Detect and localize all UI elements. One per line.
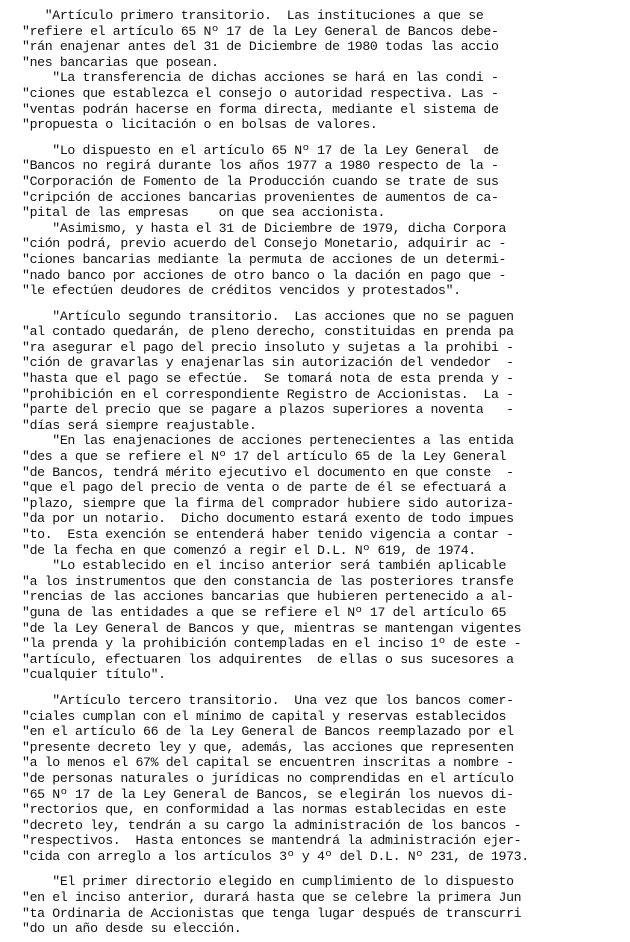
- text-line: "en el artículo 66 de la Ley General de Bancos reemplazado por el: [22, 724, 514, 740]
- text-line: "refiere el artículo 65 Nº 17 de la Ley General de Bancos debe-: [22, 23, 499, 39]
- text-line: "ción podrá, previo acuerdo del Consejo Monetario, adquirir ac -: [22, 236, 507, 252]
- text-line: "le efectúen deudores de créditos vencidos y protestados".: [22, 283, 461, 299]
- text-line: "Corporación de Fomento de la Producción cuando se trate de sus: [22, 173, 499, 189]
- text-line: "plazo, siempre que la firma del comprador hubiere sido autoriza-: [22, 495, 514, 511]
- text-line: "ciones que establezca el consejo o autoridad respectiva. Las -: [22, 85, 499, 101]
- text-line: "to. Esta exención se entenderá haber tenido vigencia a contar -: [22, 527, 514, 542]
- text-line: "días será siempre reajustable.: [22, 417, 257, 433]
- text-line: "cripción de acciones bancarias provenientes de aumentos de ca-: [22, 189, 499, 205]
- text-line: "presente decreto ley y que, además, las acciones que representen: [22, 739, 514, 755]
- paragraph: [22, 433, 622, 558]
- text-line: "de la fecha en que comenzó a regir el D.L. Nº 619, de 1974.: [22, 542, 476, 558]
- text-line: "do un año desde su elección.: [22, 921, 242, 937]
- text-line: "a lo menos el 67% del capital se encuentren inscritas a nombre -: [22, 755, 514, 771]
- paragraph-gap: [22, 683, 622, 693]
- text-line: "guna de las entidades a que se refiere el Nº 17 del artículo 65: [22, 604, 507, 620]
- text-line: "cualquier título".: [22, 667, 166, 683]
- paragraph: [22, 221, 622, 299]
- paragraph-gap: [22, 864, 622, 874]
- text-line: "propuesta o licitación o en bolsas de valores.: [22, 117, 378, 133]
- paragraph: [22, 693, 622, 865]
- text-line: "respectivos. Hasta entonces se mantendrá la administración ejer-: [22, 833, 522, 849]
- text-line: "Bancos no regirá durante los años 1977 a 1980 respecto de la -: [22, 158, 499, 174]
- paragraph: [22, 143, 622, 221]
- text-line: "En las enajenaciones de acciones pertenecientes a las entida: [22, 433, 514, 449]
- paragraph: [22, 558, 622, 683]
- text-line: "ventas podrán hacerse en forma directa, mediante el sistema de: [22, 101, 499, 117]
- text-line: "ta Ordinaria de Accionistas que tenga lugar después de transcurri: [22, 905, 522, 921]
- text-line: "decreto ley, tendrán a su cargo la administración de los bancos -: [22, 817, 522, 833]
- text-line: "ra asegurar el pago del precio insoluto y sujetas a la prohibi -: [22, 339, 514, 355]
- text-line: "Artículo primero transitorio. Las instituciones a que se: [22, 8, 484, 23]
- text-line: "Lo establecido en el inciso anterior será también aplicable: [22, 558, 507, 574]
- text-line: "hasta que el pago se efectúe. Se tomará nota de esta prenda y -: [22, 371, 514, 387]
- text-line: "El primer directorio elegido en cumplimiento de lo dispuesto: [22, 874, 514, 890]
- text-line: "Lo dispuesto en el artículo 65 Nº 17 de la Ley General de: [22, 142, 499, 158]
- paragraph: [22, 70, 622, 132]
- text-line: "Artículo segundo transitorio. Las acciones que no se paguen: [22, 308, 514, 324]
- text-line: "a los instrumentos que den constancia de las posteriores transfe: [22, 573, 514, 589]
- text-line: "artículo, efectuaren los adquirentes de ellas o sus sucesores a: [22, 651, 514, 667]
- text-line: "cida con arreglo a los artículos 3º y 4º del D.L. Nº 231, de 1973.: [22, 848, 529, 864]
- document-body: [22, 8, 622, 937]
- text-line: "da por un notario. Dicho documento estará exento de todo impues: [22, 511, 514, 527]
- text-line: "de la Ley General de Bancos y que, mientras se mantengan vigentes: [22, 620, 522, 636]
- text-line: "rectorios que, en conformidad a las normas establecidas en este: [22, 802, 507, 818]
- text-line: "rán enajenar antes del 31 de Diciembre de 1980 todas las accio: [22, 39, 499, 55]
- paragraph-gap: [22, 133, 622, 143]
- text-line: "de personas naturales o jurídicas no comprendidas en el artículo: [22, 770, 514, 786]
- text-line: "nado banco por acciones de otro banco o la dación en pago que -: [22, 267, 507, 283]
- text-line: "rencias de las acciones bancarias que hubieren pertenecido a al-: [22, 589, 514, 605]
- text-line: "ciales cumplan con el mínimo de capital y reservas establecidos: [22, 708, 507, 724]
- text-line: "Asimismo, y hasta el 31 de Diciembre de 1979, dicha Corpora: [22, 220, 507, 236]
- text-line: "prohibición en el correspondiente Registro de Accionistas. La -: [22, 386, 514, 402]
- text-line: "al contado quedarán, de pleno derecho, constituidas en prenda pa: [22, 324, 514, 340]
- paragraph: [22, 874, 622, 936]
- text-line: "des a que se refiere el Nº 17 del artículo 65 de la Ley General: [22, 449, 507, 465]
- text-line: "pital de las empresas on que sea accionista.: [22, 205, 386, 221]
- paragraph-gap: [22, 299, 622, 309]
- paragraph: [22, 8, 622, 70]
- text-line: "65 Nº 17 de la Ley General de Bancos, se elegirán los nuevos di-: [22, 786, 514, 802]
- text-line: "en el inciso anterior, durará hasta que se celebre la primera Jun: [22, 890, 522, 906]
- text-line: "nes bancarias que posean.: [22, 54, 219, 70]
- text-line: "La transferencia de dichas acciones se hará en las condi -: [22, 70, 499, 86]
- text-line: "ción de gravarlas y enajenarlas sin autorización del vendedor -: [22, 355, 514, 371]
- text-line: "Artículo tercero transitorio. Una vez que los bancos comer-: [22, 692, 514, 708]
- paragraph: [22, 309, 622, 434]
- text-line: "parte del precio que se pagare a plazos superiores a noventa -: [22, 402, 514, 418]
- text-line: "la prenda y la prohibición contempladas en el inciso 1º de este -: [22, 636, 522, 652]
- text-line: "que el pago del precio de venta o de parte de él se efectuará a: [22, 480, 507, 496]
- text-line: "de Bancos, tendrá mérito ejecutivo el documento en que conste -: [22, 464, 514, 480]
- text-line: "ciones bancarias mediante la permuta de acciones de un determi-: [22, 251, 507, 267]
